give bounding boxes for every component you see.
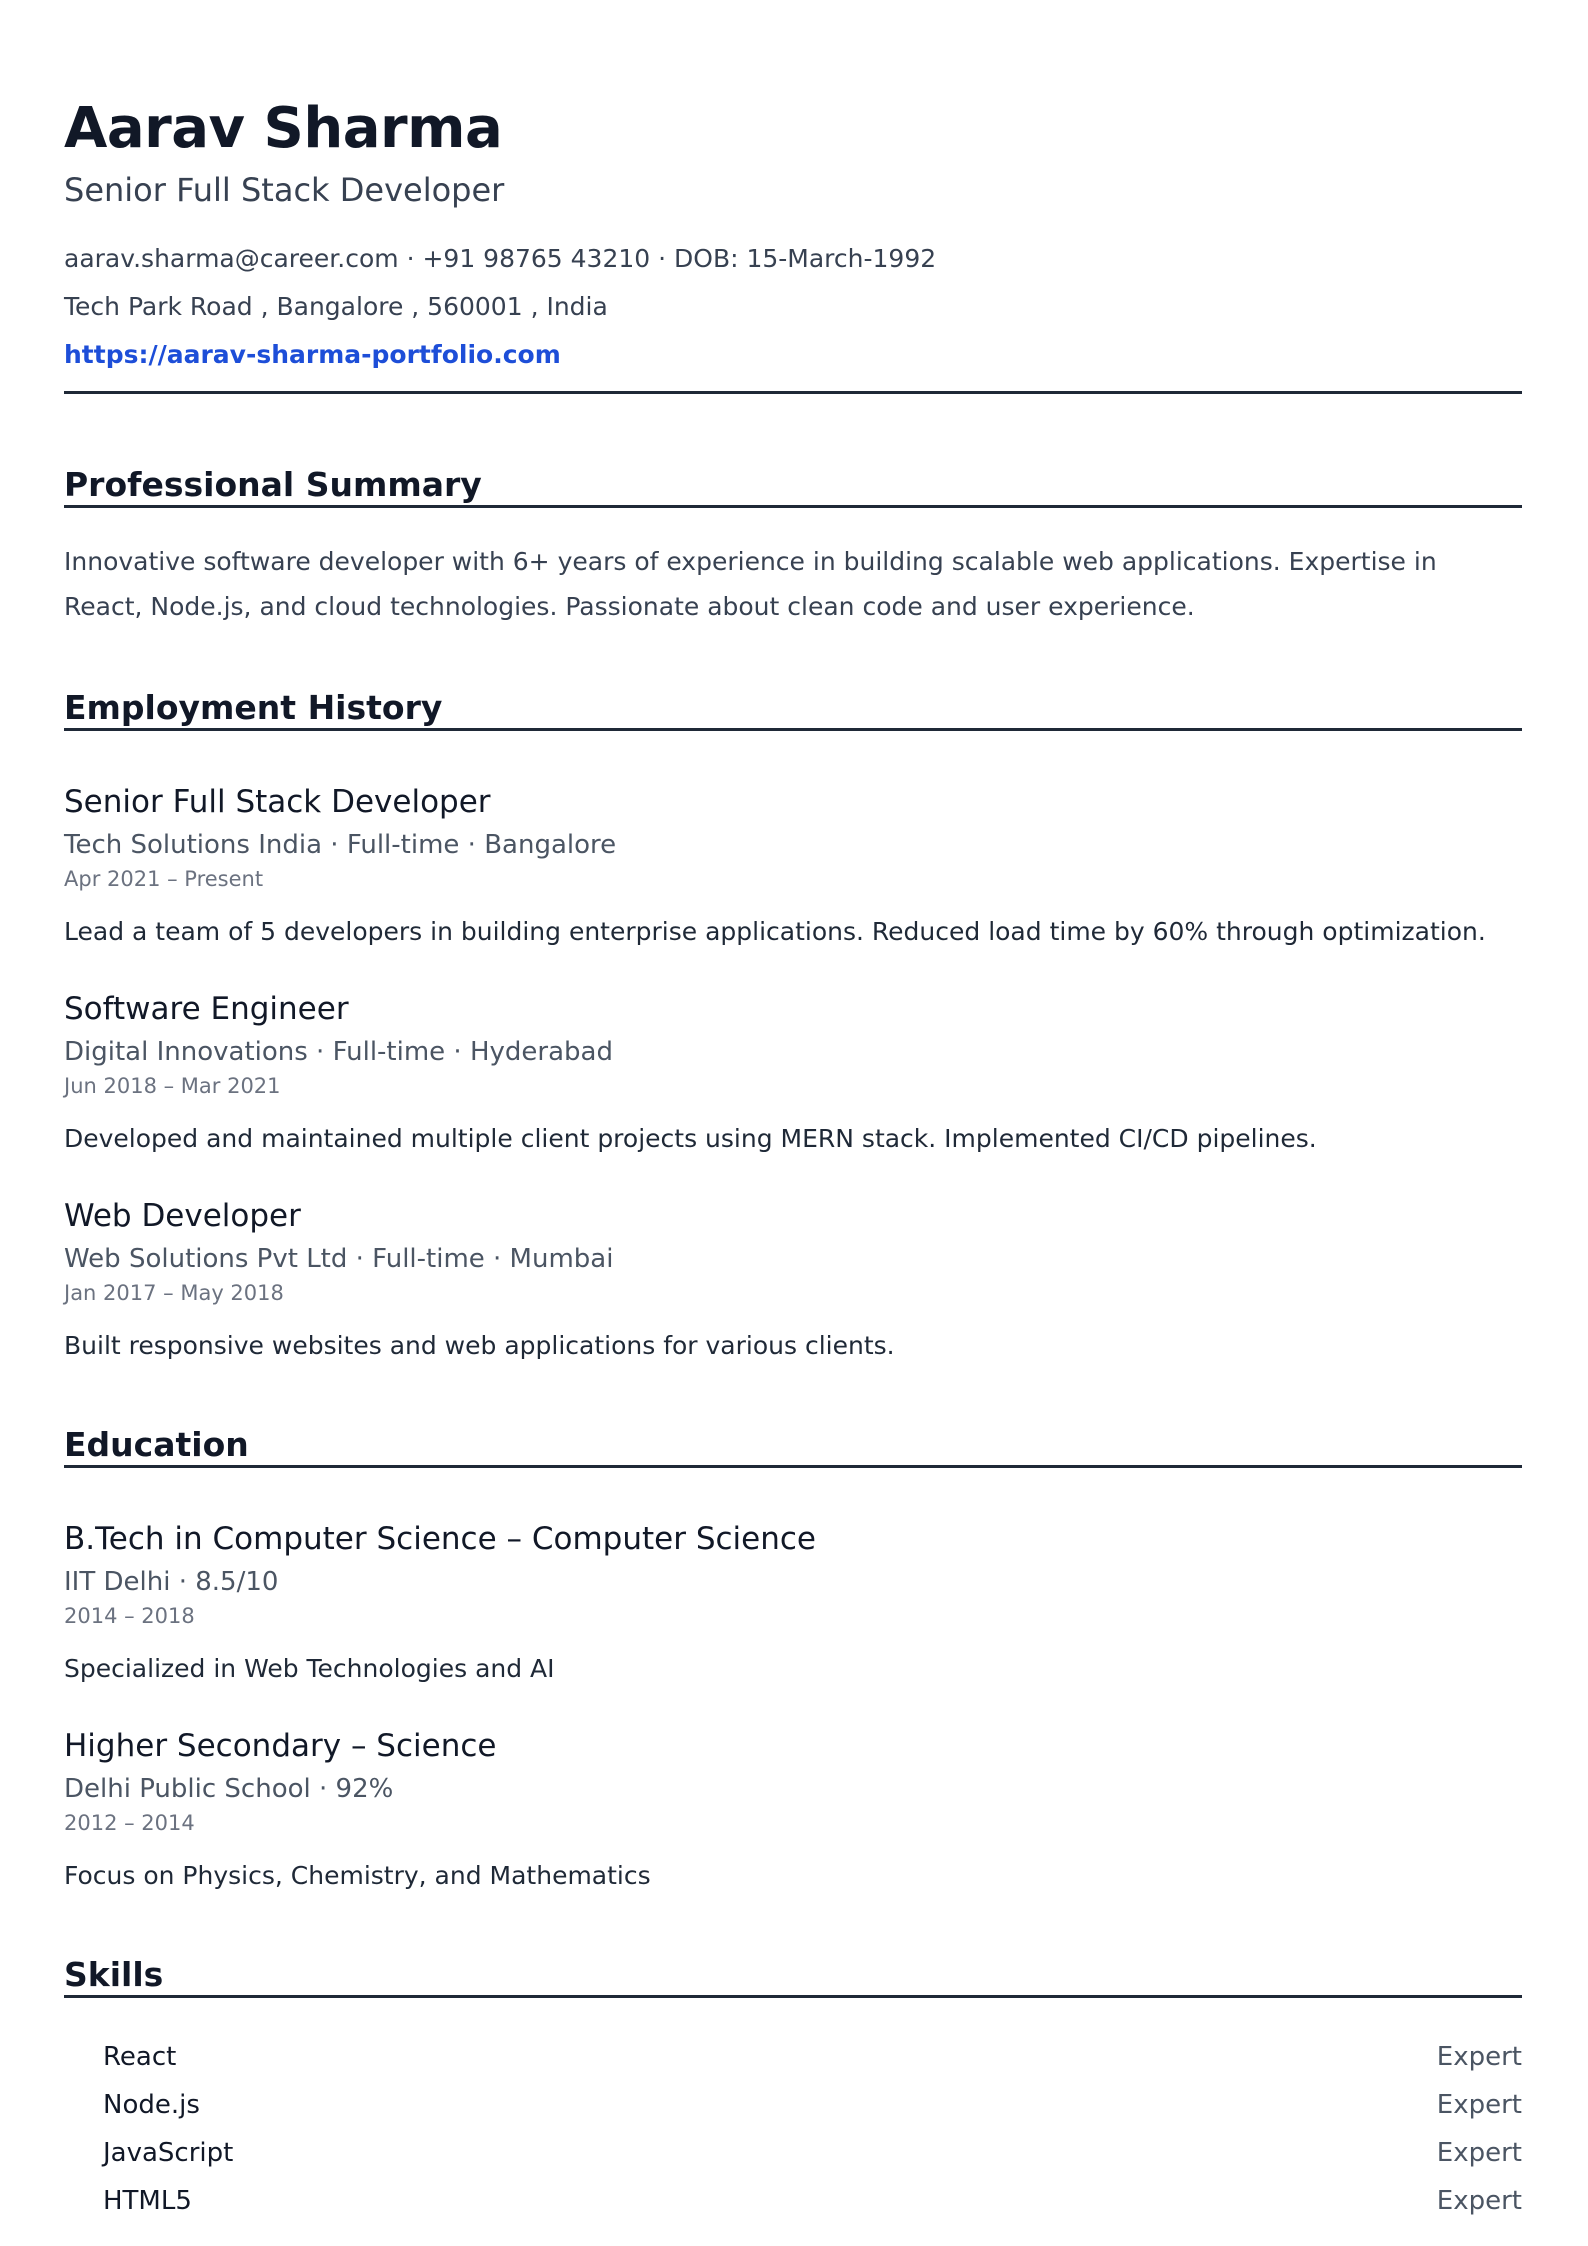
section-heading-education: Education xyxy=(64,1425,1522,1468)
resume-header xyxy=(64,94,1522,394)
contact-line: aarav.sharma@career.com · +91 98765 43210 · DOB: 15-March-1992 xyxy=(64,244,937,273)
education-item xyxy=(64,1726,1522,1896)
section-heading-employment: Employment History xyxy=(64,688,1522,731)
item-title: Higher Secondary – Science xyxy=(64,1728,497,1764)
skill-row xyxy=(103,2033,1522,2081)
item-dates: 2014 – 2018 xyxy=(64,1604,195,1628)
item-title: Senior Full Stack Developer xyxy=(64,784,491,820)
item-description: Developed and maintained multiple client projects using MERN stack. Implemented CI/CD pipelines. xyxy=(64,1124,1317,1153)
employment-item xyxy=(64,1196,1522,1366)
item-description: Lead a team of 5 developers in building enterprise applications. Reduced load time by 60% through optimization. xyxy=(64,917,1486,946)
skill-level: Expert xyxy=(1436,2138,1522,2168)
skills-list xyxy=(64,2033,1522,2225)
item-subtitle: IIT Delhi · 8.5/10 xyxy=(64,1567,279,1597)
item-title: Web Developer xyxy=(64,1198,301,1234)
item-title: B.Tech in Computer Science – Computer Science xyxy=(64,1521,816,1557)
skill-name: Node.js xyxy=(103,2090,200,2120)
item-subtitle: Delhi Public School · 92% xyxy=(64,1774,394,1804)
education-list xyxy=(64,1519,1522,1896)
skill-name: HTML5 xyxy=(103,2186,192,2216)
section-heading-summary: Professional Summary xyxy=(64,465,1522,508)
candidate-title: Senior Full Stack Developer xyxy=(64,171,505,209)
item-dates: 2012 – 2014 xyxy=(64,1811,195,1835)
item-subtitle: Web Solutions Pvt Ltd · Full-time · Mumbai xyxy=(64,1244,614,1274)
item-description: Specialized in Web Technologies and AI xyxy=(64,1654,555,1683)
skill-name: React xyxy=(103,2042,177,2072)
skill-level: Expert xyxy=(1436,2186,1522,2216)
skill-level: Expert xyxy=(1436,2042,1522,2072)
item-description: Built responsive websites and web applications for various clients. xyxy=(64,1331,895,1360)
candidate-name: Aarav Sharma xyxy=(64,96,503,161)
skill-name: JavaScript xyxy=(103,2138,234,2168)
item-subtitle: Tech Solutions India · Full-time · Bangalore xyxy=(64,830,617,860)
website-link[interactable]: https://aarav-sharma-portfolio.com xyxy=(64,340,561,369)
summary-text: Innovative software developer with 6+ years of experience in building scalable web applications. Expertise in React, Node.js, and cloud technologies. Passionate about clean code and user experience. xyxy=(64,547,1437,621)
education-item xyxy=(64,1519,1522,1689)
employment-item xyxy=(64,989,1522,1159)
skill-level: Expert xyxy=(1436,2090,1522,2120)
item-dates: Apr 2021 – Present xyxy=(64,867,264,891)
item-dates: Jun 2018 – Mar 2021 xyxy=(64,1074,281,1098)
item-description: Focus on Physics, Chemistry, and Mathematics xyxy=(64,1861,651,1890)
employment-list xyxy=(64,782,1522,1366)
skill-row xyxy=(103,2177,1522,2225)
skill-row xyxy=(103,2129,1522,2177)
skill-row xyxy=(103,2081,1522,2129)
employment-item xyxy=(64,782,1522,952)
item-subtitle: Digital Innovations · Full-time · Hyderabad xyxy=(64,1037,613,1067)
item-dates: Jan 2017 – May 2018 xyxy=(64,1281,284,1305)
section-heading-skills: Skills xyxy=(64,1955,1522,1998)
address-line: Tech Park Road , Bangalore , 560001 , India xyxy=(64,292,608,321)
item-title: Software Engineer xyxy=(64,991,349,1027)
